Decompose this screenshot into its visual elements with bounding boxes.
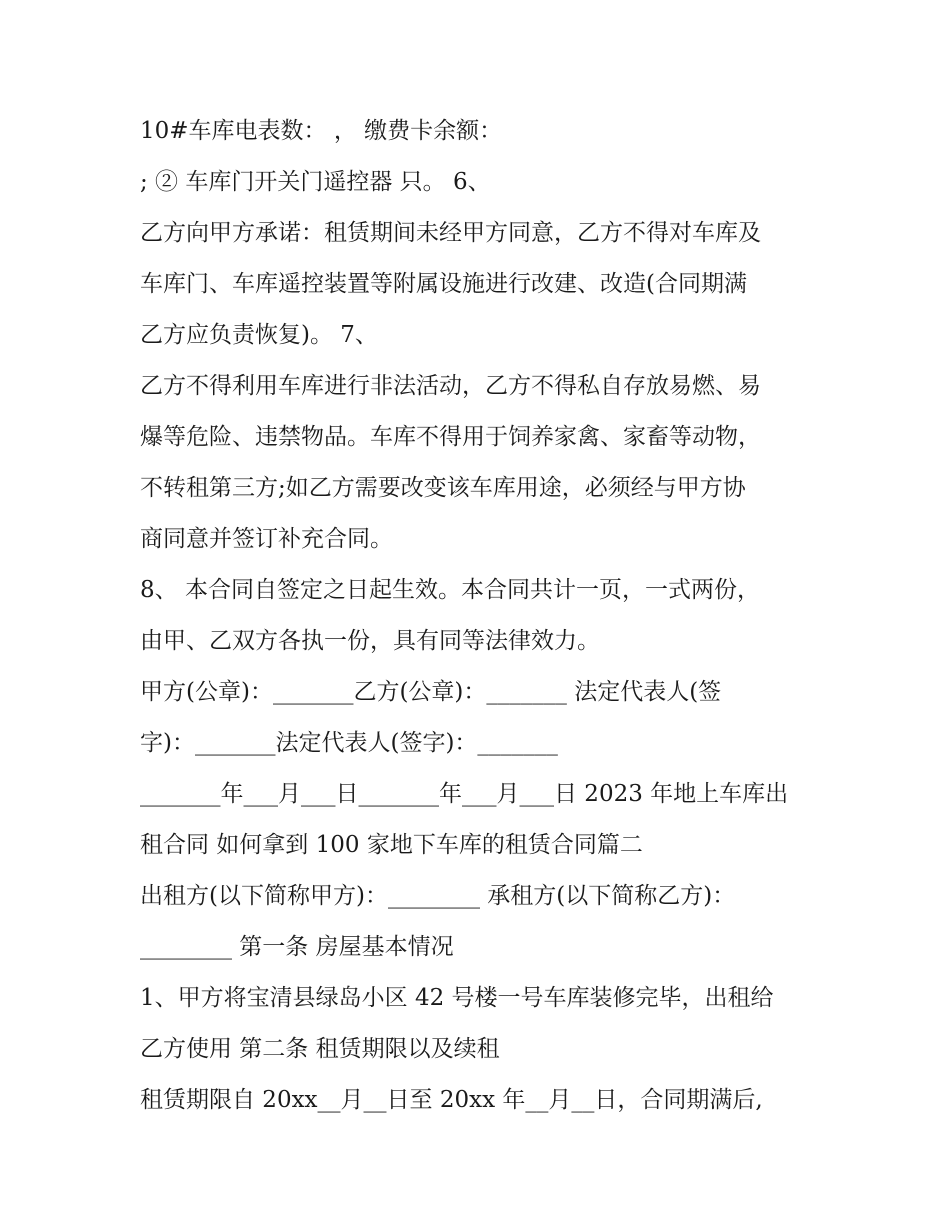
text-line: 10#车库电表数： ， 缴费卡余额： <box>140 118 503 144</box>
document-body <box>140 106 820 1126</box>
text-line: 字)：_______法定代表人(签字)：_______ <box>140 730 558 756</box>
text-line: 1、甲方将宝清县绿岛小区 42 号楼一号车库装修完毕，出租给 <box>140 985 774 1011</box>
text-line: 乙方应负责恢复)。 7、 <box>140 322 378 348</box>
text-line: 租合同 如何拿到 100 家地下车库的租赁合同篇二 <box>140 832 643 858</box>
text-line: ; ② 车库门开关门遥控器 只。 6、 <box>140 169 491 195</box>
text-line: 不转租第三方;如乙方需要改变该车库用途，必须经与甲方协 <box>140 475 746 501</box>
text-line: 爆等危险、违禁物品。车库不得用于饲养家禽、家畜等动物， <box>140 424 761 450</box>
text-line: _______年___月___日_______年___月___日 2023 年地上车库出 <box>140 781 789 807</box>
text-line: 商同意并签订补充合同。 <box>140 526 393 552</box>
text-line: 租赁期限自 20xx__月__日至 20xx 年__月__日，合同期满后, <box>140 1087 763 1113</box>
text-line: 乙方向甲方承诺：租赁期间未经甲方同意，乙方不得对车库及 <box>140 220 761 246</box>
text-line: 乙方使用 第二条 租赁期限以及续租 <box>140 1036 500 1062</box>
text-line: 车库门、车库遥控装置等附属设施进行改建、改造(合同期满 <box>140 271 747 297</box>
text-line: 8、 本合同自签定之日起生效。本合同共计一页，一式两份， <box>140 577 760 603</box>
text-line: 甲方(公章)：_______乙方(公章)：_______ 法定代表人(签 <box>140 679 722 705</box>
text-line: 由甲、乙双方各执一份，具有同等法律效力。 <box>140 628 600 654</box>
text-line: 出租方(以下简称甲方)：________ 承租方(以下简称乙方)： <box>140 883 736 909</box>
text-line: 乙方不得利用车库进行非法活动，乙方不得私自存放易燃、易 <box>140 373 761 399</box>
text-line: ________ 第一条 房屋基本情况 <box>140 934 454 960</box>
